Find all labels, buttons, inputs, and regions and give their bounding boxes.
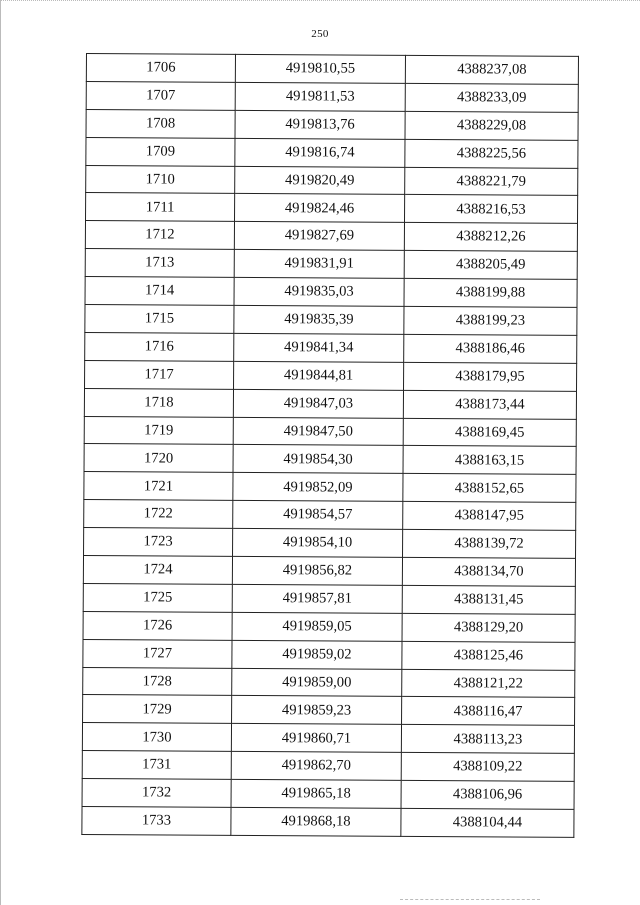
x-coordinate-cell: 4919813,76 [235,110,405,139]
x-coordinate-cell: 4919835,03 [234,278,404,307]
table-row [85,277,577,308]
y-coordinate-cell: 4388186,46 [404,334,577,363]
y-coordinate-cell: 4388233,09 [405,83,578,112]
scan-edge-bottom [400,899,540,901]
y-coordinate-cell: 4388237,08 [405,55,578,84]
x-coordinate-cell: 4919857,81 [232,584,402,613]
y-coordinate-cell: 4388205,49 [404,251,577,280]
y-coordinate-cell: 4388129,20 [402,613,575,642]
point-number-cell: 1718 [84,388,233,417]
point-number-cell: 1707 [86,81,235,110]
point-number-cell: 1713 [85,249,234,278]
point-number-cell: 1729 [83,695,232,724]
x-coordinate-cell: 4919862,70 [231,752,401,781]
x-coordinate-cell: 4919827,69 [234,222,404,251]
x-coordinate-cell: 4919865,18 [231,780,401,809]
table-row [86,54,578,85]
x-coordinate-cell: 4919856,82 [232,556,402,585]
y-coordinate-cell: 4388131,45 [402,585,575,614]
point-number-cell: 1728 [83,667,232,696]
table-row [85,221,577,252]
table-row [86,109,578,140]
x-coordinate-cell: 4919831,91 [234,250,404,279]
y-coordinate-cell: 4388116,47 [402,697,575,726]
y-coordinate-cell: 4388179,95 [404,362,577,391]
y-coordinate-cell: 4388229,08 [405,111,578,140]
table-row [86,165,578,196]
x-coordinate-cell: 4919820,49 [235,166,405,195]
y-coordinate-cell: 4388104,44 [401,808,574,837]
point-number-cell: 1732 [82,779,231,808]
x-coordinate-cell: 4919854,10 [233,529,403,558]
point-number-cell: 1710 [86,165,235,194]
table-row [86,81,578,112]
table-row [84,528,576,559]
x-coordinate-cell: 4919810,55 [235,54,405,83]
x-coordinate-cell: 4919847,03 [233,389,403,418]
point-number-cell: 1711 [86,193,235,222]
point-number-cell: 1712 [85,221,234,250]
point-number-cell: 1722 [84,500,233,529]
point-number-cell: 1733 [82,807,231,836]
table-row [82,807,574,838]
point-number-cell: 1730 [82,723,231,752]
scan-edge-top [0,0,640,2]
point-number-cell: 1720 [84,444,233,473]
point-number-cell: 1724 [83,556,232,585]
table-row [84,500,576,531]
y-coordinate-cell: 4388216,53 [404,195,577,224]
table-row [83,583,575,614]
x-coordinate-cell: 4919859,23 [232,696,402,725]
x-coordinate-cell: 4919844,81 [234,361,404,390]
point-number-cell: 1726 [83,611,232,640]
y-coordinate-cell: 4388173,44 [403,390,576,419]
table-row [83,556,575,587]
x-coordinate-cell: 4919868,18 [231,807,401,836]
y-coordinate-cell: 4388169,45 [403,418,576,447]
table-row [83,611,575,642]
point-number-cell: 1719 [84,416,233,445]
x-coordinate-cell: 4919816,74 [235,138,405,167]
point-number-cell: 1716 [85,332,234,361]
x-coordinate-cell: 4919847,50 [233,417,403,446]
point-number-cell: 1717 [85,360,234,389]
y-coordinate-cell: 4388113,23 [401,725,574,754]
y-coordinate-cell: 4388199,88 [404,279,577,308]
page-number: 250 [311,28,329,40]
y-coordinate-cell: 4388134,70 [402,557,575,586]
point-number-cell: 1725 [83,583,232,612]
x-coordinate-cell: 4919841,34 [234,333,404,362]
scan-edge-left [0,0,1,905]
coordinates-table-body [82,54,579,838]
table-row [85,249,577,280]
x-coordinate-cell: 4919854,57 [233,501,403,530]
y-coordinate-cell: 4388225,56 [405,139,578,168]
point-number-cell: 1723 [84,528,233,557]
y-coordinate-cell: 4388199,23 [404,306,577,335]
point-number-cell: 1709 [86,137,235,166]
y-coordinate-cell: 4388221,79 [405,167,578,196]
y-coordinate-cell: 4388139,72 [403,530,576,559]
table-row [86,193,578,224]
table-row [85,332,577,363]
point-number-cell: 1706 [86,54,235,83]
y-coordinate-cell: 4388106,96 [401,781,574,810]
x-coordinate-cell: 4919859,00 [232,668,402,697]
table-row [84,388,576,419]
table-row [83,695,575,726]
table-row [82,751,574,782]
y-coordinate-cell: 4388125,46 [402,641,575,670]
point-number-cell: 1721 [84,472,233,501]
point-number-cell: 1727 [83,639,232,668]
table-row [85,360,577,391]
table-row [86,137,578,168]
x-coordinate-cell: 4919811,53 [235,82,405,111]
point-number-cell: 1714 [85,277,234,306]
x-coordinate-cell: 4919860,71 [231,724,401,753]
table-row [82,779,574,810]
x-coordinate-cell: 4919852,09 [233,473,403,502]
x-coordinate-cell: 4919859,05 [232,612,402,641]
x-coordinate-cell: 4919854,30 [233,445,403,474]
y-coordinate-cell: 4388109,22 [401,753,574,782]
y-coordinate-cell: 4388212,26 [404,223,577,252]
coordinates-table [81,53,579,838]
y-coordinate-cell: 4388147,95 [403,502,576,531]
table-row [85,305,577,336]
y-coordinate-cell: 4388163,15 [403,446,576,475]
y-coordinate-cell: 4388152,65 [403,474,576,503]
point-number-cell: 1708 [86,109,235,138]
table-row [83,667,575,698]
x-coordinate-cell: 4919824,46 [235,194,405,223]
table-row [84,472,576,503]
point-number-cell: 1731 [82,751,231,780]
x-coordinate-cell: 4919859,02 [232,640,402,669]
y-coordinate-cell: 4388121,22 [402,669,575,698]
table-row [84,416,576,447]
table-row [84,444,576,475]
point-number-cell: 1715 [85,305,234,334]
x-coordinate-cell: 4919835,39 [234,305,404,334]
table-row [83,639,575,670]
table-row [82,723,574,754]
